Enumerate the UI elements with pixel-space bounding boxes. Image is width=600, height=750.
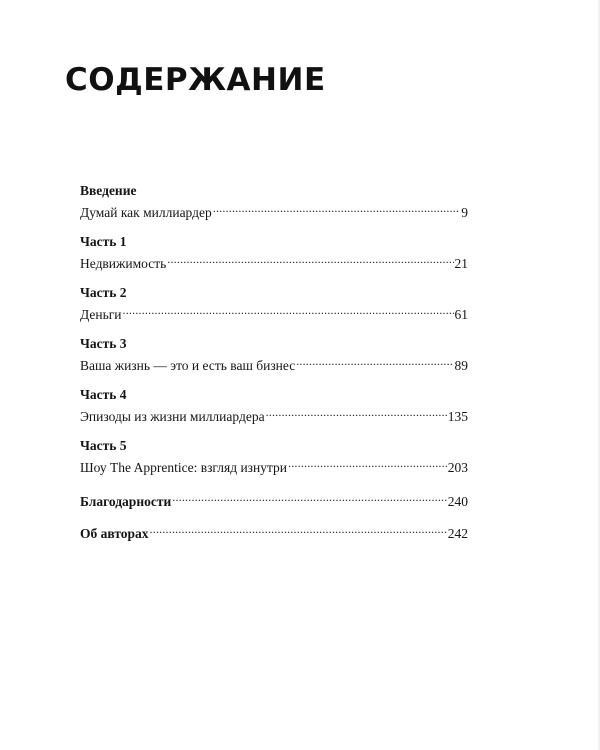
dot-leader (288, 454, 447, 472)
entry-title: Думай как миллиардер (80, 205, 212, 220)
dot-leader (296, 352, 453, 370)
dot-leader (150, 520, 447, 538)
entry-title: Благодарности (80, 494, 172, 509)
toc-section-part-3 (80, 335, 468, 373)
section-label: Часть 1 (80, 234, 127, 249)
section-label: Введение (80, 183, 137, 198)
toc-section-part-2 (80, 284, 468, 322)
toc-section-part-1 (80, 233, 468, 271)
toc-entry (80, 199, 468, 220)
entry-title: Деньги (80, 307, 122, 322)
dot-leader (167, 250, 453, 268)
entry-title: Об авторах (80, 526, 149, 541)
toc-entry (80, 454, 468, 475)
toc-section-part-5 (80, 437, 468, 475)
page-number: 242 (447, 526, 468, 541)
page-number: 135 (447, 409, 468, 424)
toc-entry (80, 488, 468, 509)
page-number: 203 (447, 460, 468, 475)
entry-title: Эпизоды из жизни миллиардера (80, 409, 265, 424)
page-number: 61 (454, 307, 468, 322)
page-number: 9 (461, 205, 468, 220)
page-number: 240 (447, 494, 468, 509)
toc-entry (80, 301, 468, 322)
entry-title: Ваша жизнь — это и есть ваш бизнес (80, 358, 296, 373)
section-label: Часть 4 (80, 387, 127, 402)
toc-entry (80, 403, 468, 424)
toc-section-intro (80, 182, 468, 220)
dot-leader (213, 199, 461, 217)
dot-leader (266, 403, 447, 421)
dot-leader (172, 488, 447, 506)
toc-entry (80, 520, 468, 541)
table-of-contents (80, 182, 468, 541)
page-number: 21 (454, 256, 468, 271)
page-number: 89 (454, 358, 468, 373)
section-label: Часть 5 (80, 438, 127, 453)
page-title: СОДЕРЖАНИЕ (65, 62, 326, 98)
toc-entry (80, 250, 468, 271)
section-label: Часть 3 (80, 336, 127, 351)
toc-entry (80, 352, 468, 373)
entry-title: Шоу The Apprentice: взгляд изнутри (80, 460, 288, 475)
toc-section-acknowledgements (80, 488, 468, 509)
entry-title: Недвижимость (80, 256, 167, 271)
toc-section-authors (80, 520, 468, 541)
toc-section-part-4 (80, 386, 468, 424)
dot-leader (123, 301, 454, 319)
section-label: Часть 2 (80, 285, 127, 300)
